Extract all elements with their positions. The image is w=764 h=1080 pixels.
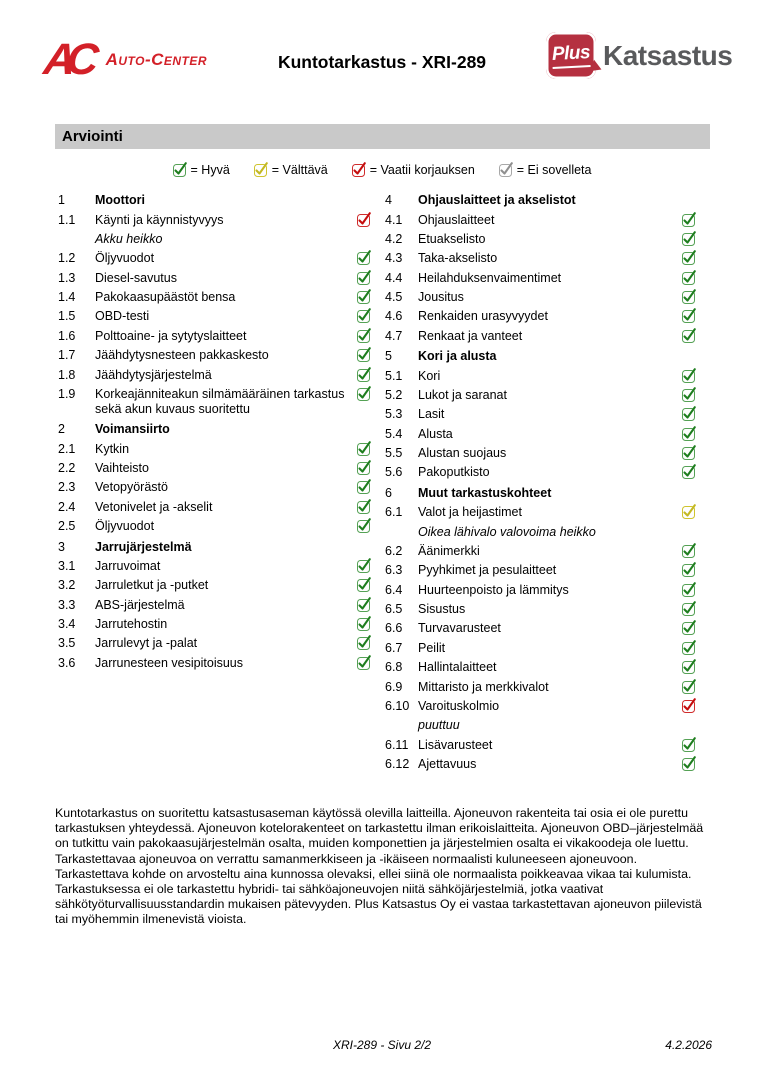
inspection-row-6.6 bbox=[385, 619, 695, 638]
item-label: Jäähdytysjärjestelmä bbox=[95, 367, 212, 382]
item-label: Ohjauslaitteet bbox=[418, 212, 495, 227]
item-number: 3.2 bbox=[58, 578, 76, 593]
note-row bbox=[385, 522, 695, 541]
item-number: 5.2 bbox=[385, 387, 403, 402]
status-good-icon bbox=[357, 330, 370, 343]
inspection-row-4.1 bbox=[385, 210, 695, 229]
item-label: Diesel-savutus bbox=[95, 270, 177, 285]
status-good-icon bbox=[682, 389, 695, 402]
item-label: Jäähdytysnesteen pakkaskesto bbox=[95, 348, 269, 363]
status-good-icon bbox=[357, 520, 370, 533]
item-number: 6.3 bbox=[385, 563, 403, 578]
item-label: Vetonivelet ja -akselit bbox=[95, 499, 213, 514]
item-label: Ajettavuus bbox=[418, 757, 477, 772]
item-label: Peilit bbox=[418, 640, 446, 655]
inspection-row-3.2 bbox=[58, 576, 370, 595]
section-title: Moottori bbox=[95, 193, 145, 208]
item-number: 4.4 bbox=[385, 270, 403, 285]
inspection-row-5.4 bbox=[385, 425, 695, 444]
item-number: 2 bbox=[58, 422, 65, 437]
status-good-icon bbox=[682, 603, 695, 616]
status-good-icon bbox=[357, 481, 370, 494]
inspection-row-1.6 bbox=[58, 327, 370, 346]
item-number: 5.1 bbox=[385, 368, 403, 383]
inspection-row-4.6 bbox=[385, 307, 695, 326]
inspection-row-5.1 bbox=[385, 366, 695, 385]
item-number: 1.7 bbox=[58, 348, 76, 363]
status-good-icon bbox=[682, 466, 695, 479]
inspection-row-1.3 bbox=[58, 269, 370, 288]
inspection-row-6.10 bbox=[385, 697, 695, 716]
status-good-icon bbox=[682, 252, 695, 265]
status-good-icon bbox=[682, 622, 695, 635]
status-good-icon bbox=[682, 642, 695, 655]
item-number: 1.4 bbox=[58, 290, 76, 305]
item-label: Alusta bbox=[418, 426, 453, 441]
legend-item-good bbox=[173, 163, 230, 177]
inspection-row-5.2 bbox=[385, 386, 695, 405]
item-number: 4.5 bbox=[385, 290, 403, 305]
section-row-5 bbox=[385, 347, 695, 366]
item-label: ABS-järjestelmä bbox=[95, 597, 185, 612]
status-fair-icon bbox=[254, 164, 267, 177]
item-number: 4.3 bbox=[385, 251, 403, 266]
item-label: Kytkin bbox=[95, 441, 130, 456]
column-right bbox=[385, 190, 695, 774]
section-title: Voimansiirto bbox=[95, 422, 170, 437]
item-number: 3.3 bbox=[58, 597, 76, 612]
item-label: Jarrutehostin bbox=[95, 617, 168, 632]
status-good-icon bbox=[682, 545, 695, 558]
status-good-icon bbox=[357, 291, 370, 304]
item-number: 1 bbox=[58, 193, 65, 208]
item-note: Oikea lähivalo valovoima heikko bbox=[418, 524, 596, 539]
item-label: OBD-testi bbox=[95, 309, 150, 324]
item-label: Varoituskolmio bbox=[418, 698, 500, 713]
item-label: Pakoputkisto bbox=[418, 465, 490, 480]
item-number: 6.12 bbox=[385, 757, 410, 772]
inspection-row-1.1 bbox=[58, 210, 370, 229]
status-good-icon bbox=[682, 584, 695, 597]
status-good-icon bbox=[682, 408, 695, 421]
status-good-icon bbox=[682, 330, 695, 343]
item-number: 2.1 bbox=[58, 441, 76, 456]
inspection-row-3.3 bbox=[58, 596, 370, 615]
status-good-icon bbox=[357, 369, 370, 382]
inspection-row-6.2 bbox=[385, 542, 695, 561]
item-number: 6.9 bbox=[385, 679, 403, 694]
status-good-icon bbox=[682, 428, 695, 441]
status-good-icon bbox=[682, 681, 695, 694]
item-label: Öljyvuodot bbox=[95, 519, 155, 534]
item-label: Jarruletkut ja -putket bbox=[95, 578, 209, 593]
column-left bbox=[58, 190, 370, 774]
plus-katsastus-logo bbox=[546, 32, 732, 79]
inspection-row-3.4 bbox=[58, 615, 370, 634]
section-title: Ohjauslaitteet ja akselistot bbox=[418, 193, 576, 208]
section-row-3 bbox=[58, 537, 370, 556]
inspection-row-6.5 bbox=[385, 600, 695, 619]
item-label: Korkeajänniteakun silmämääräinen tarkastus sekä akun kuvaus suoritettu bbox=[95, 386, 345, 416]
item-number: 3.6 bbox=[58, 655, 76, 670]
inspection-row-4.5 bbox=[385, 288, 695, 307]
status-good-icon bbox=[682, 739, 695, 752]
page-title: Kuntotarkastus - XRI-289 bbox=[277, 52, 487, 72]
item-number: 5.5 bbox=[385, 446, 403, 461]
item-number: 4.6 bbox=[385, 309, 403, 324]
item-number: 1.8 bbox=[58, 367, 76, 382]
item-number: 3.1 bbox=[58, 558, 76, 573]
item-label: Turvavarusteet bbox=[418, 621, 501, 636]
item-number: 1.3 bbox=[58, 270, 76, 285]
item-label: Kori bbox=[418, 368, 441, 383]
item-number: 5 bbox=[385, 349, 392, 364]
inspection-row-1.7 bbox=[58, 346, 370, 365]
item-number: 6.4 bbox=[385, 582, 403, 597]
section-title: Muut tarkastuskohteet bbox=[418, 485, 552, 500]
inspection-row-6.11 bbox=[385, 736, 695, 755]
item-number: 6.5 bbox=[385, 602, 403, 617]
item-label: Renkaat ja vanteet bbox=[418, 328, 523, 343]
item-label: Jousitus bbox=[418, 290, 464, 305]
inspection-row-6.7 bbox=[385, 639, 695, 658]
inspection-row-1.4 bbox=[58, 288, 370, 307]
section-row-4 bbox=[385, 191, 695, 210]
page-footer bbox=[0, 1038, 764, 1052]
inspection-row-2.3 bbox=[58, 478, 370, 497]
item-label: Jarruvoimat bbox=[95, 558, 161, 573]
item-number: 4 bbox=[385, 193, 392, 208]
inspection-row-6.9 bbox=[385, 677, 695, 696]
status-good-icon bbox=[357, 501, 370, 514]
item-number: 4.2 bbox=[385, 231, 403, 246]
item-label: Heilahduksenvaimentimet bbox=[418, 270, 562, 285]
item-label: Renkaiden urasyvyydet bbox=[418, 309, 548, 324]
item-label: Vaihteisto bbox=[95, 461, 149, 476]
item-number: 1.5 bbox=[58, 309, 76, 324]
legend-item-repair bbox=[352, 163, 475, 177]
status-fair-icon bbox=[682, 506, 695, 519]
item-number: 5.3 bbox=[385, 407, 403, 422]
status-good-icon bbox=[682, 564, 695, 577]
item-number: 1.2 bbox=[58, 251, 76, 266]
status-good-icon bbox=[357, 310, 370, 323]
auto-center-monogram-icon: AC bbox=[41, 35, 93, 84]
item-number: 2.4 bbox=[58, 499, 76, 514]
item-number: 6.8 bbox=[385, 660, 403, 675]
inspection-row-4.4 bbox=[385, 269, 695, 288]
inspection-row-2.5 bbox=[58, 517, 370, 536]
inspection-row-2.2 bbox=[58, 459, 370, 478]
item-number: 1.9 bbox=[58, 386, 76, 401]
section-title: Kori ja alusta bbox=[418, 349, 497, 364]
item-label: Sisustus bbox=[418, 602, 466, 617]
status-repair-icon bbox=[682, 700, 695, 713]
status-good-icon bbox=[357, 443, 370, 456]
item-note: Akku heikko bbox=[95, 231, 163, 246]
inspection-row-2.4 bbox=[58, 498, 370, 517]
item-label: Taka-akselisto bbox=[418, 251, 498, 266]
legend-label: = Vaatii korjauksen bbox=[369, 163, 475, 177]
item-label: Vetopyörästö bbox=[95, 480, 168, 495]
item-label: Äänimerkki bbox=[418, 543, 480, 558]
item-label: Huurteenpoisto ja lämmitys bbox=[418, 582, 569, 597]
item-label: Jarrunesteen vesipitoisuus bbox=[95, 655, 243, 670]
status-good-icon bbox=[682, 272, 695, 285]
legend bbox=[0, 163, 764, 177]
inspection-row-3.5 bbox=[58, 634, 370, 653]
section-title: Jarrujärjestelmä bbox=[95, 539, 192, 554]
item-number: 6.6 bbox=[385, 621, 403, 636]
inspection-row-6.3 bbox=[385, 561, 695, 580]
status-good-icon bbox=[682, 370, 695, 383]
inspection-row-5.3 bbox=[385, 405, 695, 424]
note-row bbox=[385, 716, 695, 735]
status-good-icon bbox=[173, 164, 186, 177]
legend-label: = Hyvä bbox=[190, 163, 230, 177]
item-label: Lisävarusteet bbox=[418, 737, 493, 752]
status-good-icon bbox=[357, 252, 370, 265]
item-label: Etuakselisto bbox=[418, 231, 486, 246]
status-good-icon bbox=[682, 447, 695, 460]
inspection-row-1.8 bbox=[58, 365, 370, 384]
status-good-icon bbox=[357, 637, 370, 650]
inspection-row-4.7 bbox=[385, 327, 695, 346]
status-good-icon bbox=[682, 233, 695, 246]
status-good-icon bbox=[357, 272, 370, 285]
status-good-icon bbox=[682, 661, 695, 674]
item-label: Hallintalaitteet bbox=[418, 660, 497, 675]
status-na-icon bbox=[499, 164, 512, 177]
item-number: 6.10 bbox=[385, 698, 410, 713]
item-number: 6.1 bbox=[385, 505, 403, 520]
inspection-row-2.1 bbox=[58, 440, 370, 459]
item-label: Mittaristo ja merkkivalot bbox=[418, 679, 549, 694]
inspection-row-3.6 bbox=[58, 654, 370, 673]
item-label: Öljyvuodot bbox=[95, 251, 155, 266]
legend-item-fair bbox=[254, 163, 328, 177]
section-row-6 bbox=[385, 484, 695, 503]
item-number: 2.5 bbox=[58, 519, 76, 534]
item-label: Lukot ja saranat bbox=[418, 387, 507, 402]
item-note: puuttuu bbox=[418, 718, 460, 733]
inspection-row-1.9 bbox=[58, 385, 370, 419]
status-good-icon bbox=[357, 657, 370, 670]
status-good-icon bbox=[357, 388, 370, 401]
status-good-icon bbox=[357, 599, 370, 612]
inspection-checklist bbox=[58, 190, 695, 774]
footer-date: 4.2.2026 bbox=[665, 1038, 712, 1052]
item-number: 1.1 bbox=[58, 212, 76, 227]
inspection-row-6.12 bbox=[385, 755, 695, 774]
inspection-row-6.1 bbox=[385, 503, 695, 522]
report-header bbox=[0, 30, 764, 100]
item-label: Pakokaasupäästöt bensa bbox=[95, 290, 236, 305]
status-repair-icon bbox=[352, 164, 365, 177]
legend-item-na bbox=[499, 163, 592, 177]
inspection-row-1.2 bbox=[58, 249, 370, 268]
plus-badge-icon bbox=[546, 32, 596, 79]
item-label: Lasit bbox=[418, 407, 445, 422]
status-good-icon bbox=[357, 560, 370, 573]
section-row-1 bbox=[58, 191, 370, 210]
item-label: Valot ja heijastimet bbox=[418, 505, 522, 520]
inspection-row-6.8 bbox=[385, 658, 695, 677]
item-label: Alustan suojaus bbox=[418, 446, 507, 461]
inspection-row-5.5 bbox=[385, 444, 695, 463]
item-number: 2.2 bbox=[58, 461, 76, 476]
speech-bubble-tail-icon bbox=[590, 60, 603, 75]
item-number: 6.2 bbox=[385, 543, 403, 558]
item-number: 1.6 bbox=[58, 328, 76, 343]
status-good-icon bbox=[357, 618, 370, 631]
item-label: Jarrulevyt ja -palat bbox=[95, 636, 198, 651]
footer-page-label: XRI-289 - Sivu 2/2 bbox=[332, 1038, 432, 1052]
status-good-icon bbox=[357, 349, 370, 362]
legend-label: = Ei sovelleta bbox=[516, 163, 592, 177]
item-number: 5.6 bbox=[385, 465, 403, 480]
inspection-row-1.5 bbox=[58, 307, 370, 326]
katsastus-logo-text: Katsastus bbox=[603, 39, 733, 71]
inspection-row-4.2 bbox=[385, 230, 695, 249]
item-number: 3.4 bbox=[58, 617, 76, 632]
disclaimer-text: Kuntotarkastus on suoritettu katsastusaseman käytössä olevilla laitteilla. Ajoneuvon rakenteita tai osia ei ole purettu tarkastuksen yhteydessä. Ajoneuvon kotelorakenteet on tarkastettu ilman erikoislaitteita. Ajoneuvon OBD–järjestelmää on tutkittu vain pakokaasujärjestelmän osalta, muiden komponettien ja järjestelmien osalta ei vikakoodeja ole luettu. Tarkastettavaa ajoneuvoa on verrattu samanmerkkiseen ja -ikäiseen normaalisti kuluneeseen ajoneuvoon. Tarkastettava kohde on arvosteltu aina kunnossa olevaksi, ellei siinä ole normaalista poikkeavaa vikaa tai kulumista. Tarkastuksessa ei ole tarkastettu hybridi- tai sähköajoneuvojen niitä sähköjärjestelmiä, jotka vaativat sähkötyöturvallisuusstandardin mukaisen pätevyyden. Plus Katsastus Oy ei vastaa tarkastettavan ajoneuvon piilevistä tai myöhemmin ilmenevistä vioista. bbox=[55, 806, 704, 927]
item-number: 3 bbox=[58, 539, 65, 554]
item-number: 4.7 bbox=[385, 328, 403, 343]
item-number: 6.7 bbox=[385, 640, 403, 655]
item-number: 6.11 bbox=[385, 737, 409, 752]
item-label: Käynti ja käynnistyvyys bbox=[95, 212, 224, 227]
inspection-row-6.4 bbox=[385, 581, 695, 600]
note-row bbox=[58, 230, 370, 249]
item-number: 3.5 bbox=[58, 636, 76, 651]
inspection-row-4.3 bbox=[385, 249, 695, 268]
section-header-arviointi: Arviointi bbox=[55, 124, 710, 149]
status-good-icon bbox=[682, 310, 695, 323]
status-good-icon bbox=[357, 462, 370, 475]
status-good-icon bbox=[682, 291, 695, 304]
item-number: 2.3 bbox=[58, 480, 76, 495]
item-number: 5.4 bbox=[385, 426, 403, 441]
item-label: Pyyhkimet ja pesulaitteet bbox=[418, 563, 557, 578]
status-good-icon bbox=[682, 758, 695, 771]
plus-badge-text: Plus bbox=[551, 42, 590, 69]
item-label: Polttoaine- ja sytytyslaitteet bbox=[95, 328, 247, 343]
item-number: 6 bbox=[385, 485, 392, 500]
section-row-2 bbox=[58, 420, 370, 439]
item-number: 4.1 bbox=[385, 212, 403, 227]
status-repair-icon bbox=[357, 214, 370, 227]
status-good-icon bbox=[357, 579, 370, 592]
inspection-row-3.1 bbox=[58, 557, 370, 576]
auto-center-logo-text: Auto-Center bbox=[105, 50, 208, 69]
inspection-row-5.6 bbox=[385, 463, 695, 482]
legend-label: = Välttävä bbox=[271, 163, 328, 177]
status-good-icon bbox=[682, 214, 695, 227]
